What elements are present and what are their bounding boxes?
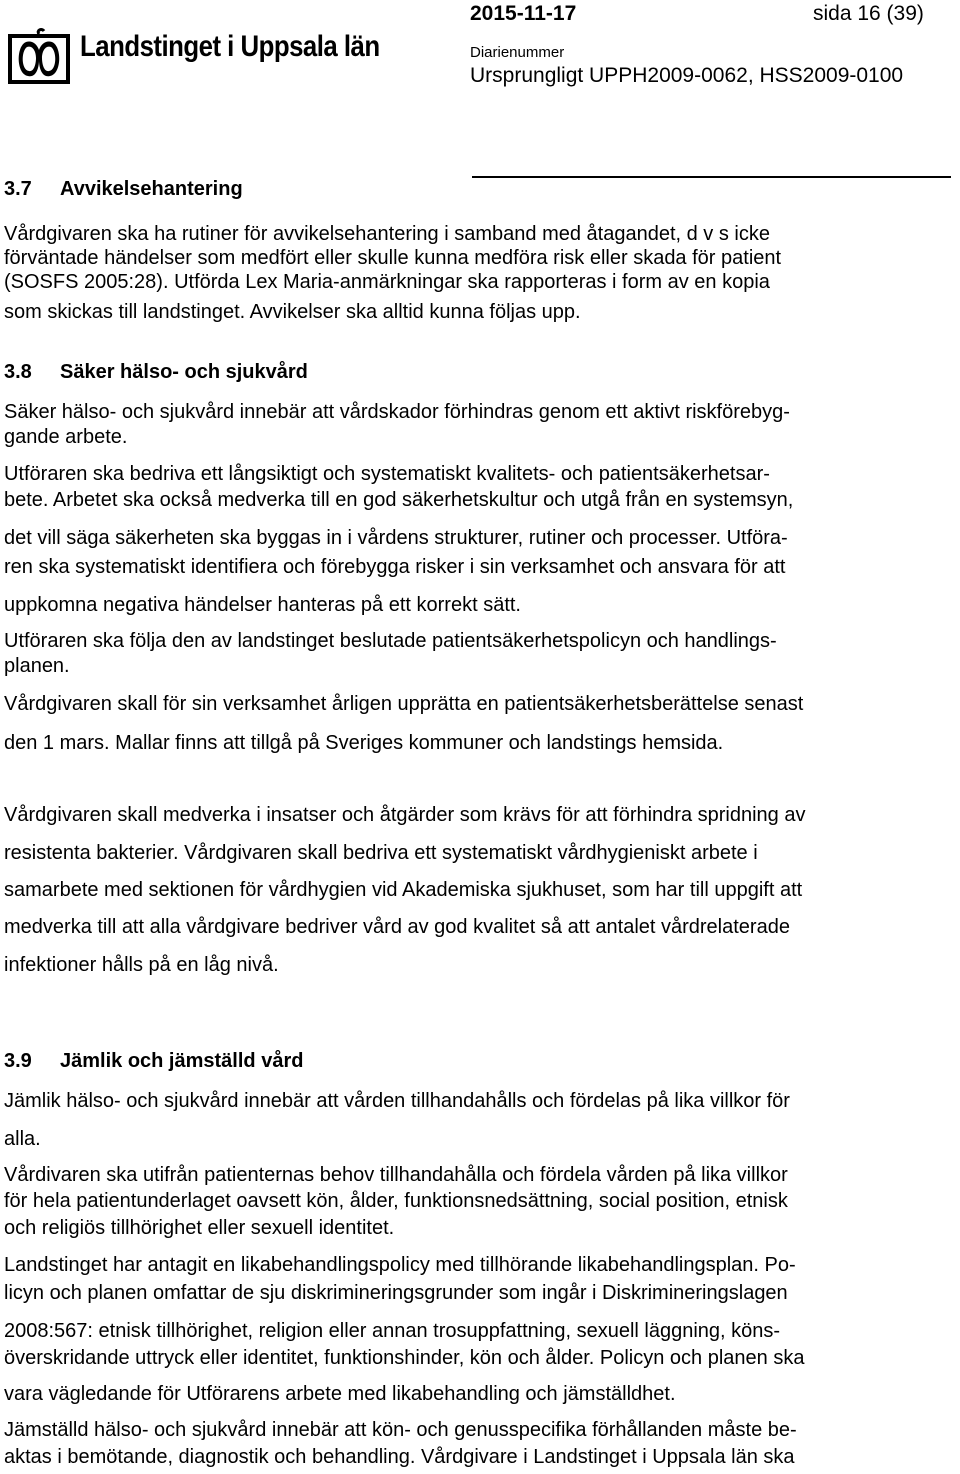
paragraph-line: aktas i bemötande, diagnostik och behandling. Vårdgivare i Landstinget i Uppsala län ska xyxy=(4,1446,795,1468)
paragraph-line: Vårdgivaren ska ha rutiner för avvikelsehantering i samband med åtagandet, d v s icke xyxy=(4,223,770,245)
paragraph-line: för hela patientunderlaget oavsett kön, ålder, funktionsnedsättning, social position, etnisk xyxy=(4,1190,788,1212)
paragraph-line: Vårdgivaren skall för sin verksamhet årligen upprätta en patientsäkerhetsberättelse senast xyxy=(4,693,804,715)
paragraph-line: licyn och planen omfattar de sju diskrimineringsgrunder som ingår i Diskrimineringslagen xyxy=(4,1282,788,1304)
paragraph-line: alla. xyxy=(4,1128,41,1150)
section-title: Jämlik och jämställd vård xyxy=(60,1050,304,1072)
paragraph-line: den 1 mars. Mallar finns att tillgå på Sveriges kommuner och landstings hemsida. xyxy=(4,732,724,754)
logo-emblem-icon xyxy=(6,28,72,86)
diarienummer-label: Diarienummer xyxy=(470,44,565,61)
paragraph-line: uppkomna negativa händelser hanteras på ett korrekt sätt. xyxy=(4,594,521,616)
paragraph-line: förväntade händelser som medfört eller skulle kunna medföra risk eller skada för patient xyxy=(4,247,782,269)
section-number: 3.8 xyxy=(4,361,32,383)
paragraph-line: infektioner hålls på en låg nivå. xyxy=(4,954,279,976)
paragraph-line: Utföraren ska bedriva ett långsiktigt och systematiskt kvalitets- och patientsäkerhetsar- xyxy=(4,463,770,485)
paragraph-line: ren ska systematiskt identifiera och förebygga risker i sin verksamhet och ansvara för att xyxy=(4,556,786,578)
paragraph-line: samarbete med sektionen för vårdhygien vid Akademiska sjukhuset, som har till uppgift att xyxy=(4,879,803,901)
paragraph-line: Jämlik hälso- och sjukvård innebär att vården tillhandahålls och fördelas på lika villkor för xyxy=(4,1090,790,1112)
paragraph-line: vara vägledande för Utförarens arbete med likabehandling och jämställdhet. xyxy=(4,1383,676,1405)
section-heading-3-9 xyxy=(4,1051,303,1071)
paragraph-line: Säker hälso- och sjukvård innebär att vårdskador förhindras genom ett aktivt riskförebyg- xyxy=(4,401,790,423)
section-heading-3-7 xyxy=(4,179,243,199)
section-number: 3.9 xyxy=(4,1050,32,1072)
paragraph-line: medverka till att alla vårdgivare bedriver vård av god kvalitet så att antalet vårdrelaterade xyxy=(4,916,790,938)
paragraph-line: resistenta bakterier. Vårdgivaren skall bedriva ett systematiskt vårdhygieniskt arbete i xyxy=(4,842,758,864)
paragraph-line: planen. xyxy=(4,655,70,677)
header-divider xyxy=(472,176,951,178)
paragraph-line: Vårdgivaren skall medverka i insatser och åtgärder som krävs för att förhindra spridning av xyxy=(4,804,806,826)
paragraph-line: det vill säga säkerheten ska byggas in i vårdens strukturer, rutiner och processer. Utföra- xyxy=(4,527,788,549)
diarienummer-value: Ursprungligt UPPH2009-0062, HSS2009-0100 xyxy=(470,64,904,87)
paragraph-line: Landstinget har antagit en likabehandlingspolicy med tillhörande likabehandlingsplan. Po- xyxy=(4,1254,796,1276)
logo xyxy=(6,28,388,86)
section-number: 3.7 xyxy=(4,178,32,200)
paragraph-line: och religiös tillhörighet eller sexuell identitet. xyxy=(4,1217,395,1239)
section-title: Avvikelsehantering xyxy=(60,178,243,200)
page-number: sida 16 (39) xyxy=(813,2,924,25)
paragraph-line: Vårdivaren ska utifrån patienternas behov tillhandahålla och fördela vården på lika villkor xyxy=(4,1164,788,1186)
paragraph-line: 2008:567: etnisk tillhörighet, religion eller annan trosuppfattning, sexuell läggning, köns- xyxy=(4,1320,781,1342)
paragraph-line: Jämställd hälso- och sjukvård innebär att kön- och genusspecifika förhållanden måste be- xyxy=(4,1419,797,1441)
section-title: Säker hälso- och sjukvård xyxy=(60,361,308,383)
section-heading-3-8 xyxy=(4,362,308,382)
logo-text: Landstinget i Uppsala län xyxy=(80,30,380,63)
paragraph-line: bete. Arbetet ska också medverka till en god säkerhetskultur och utgå från en systemsyn, xyxy=(4,489,794,511)
paragraph-line: gande arbete. xyxy=(4,426,128,448)
paragraph-line: (SOSFS 2005:28). Utförda Lex Maria-anmärkningar ska rapporteras i form av en kopia xyxy=(4,271,770,293)
paragraph-line: som skickas till landstinget. Avvikelser ska alltid kunna följas upp. xyxy=(4,301,581,323)
document-date: 2015-11-17 xyxy=(470,2,577,25)
paragraph-line: Utföraren ska följa den av landstinget beslutade patientsäkerhetspolicyn och handlings- xyxy=(4,630,777,652)
paragraph-line: överskridande uttryck eller identitet, funktionshinder, kön och ålder. Policyn och planen ska xyxy=(4,1347,805,1369)
